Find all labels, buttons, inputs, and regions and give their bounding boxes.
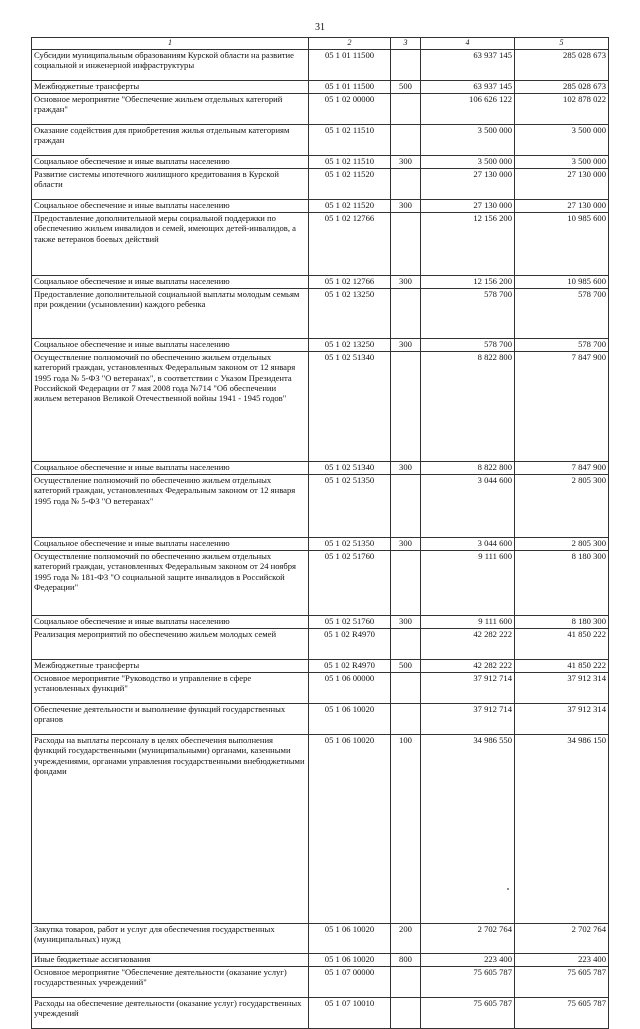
- column-header-amount-1: 4: [421, 38, 515, 50]
- table-row: [32, 352, 609, 462]
- column-header-amount-2: 5: [515, 38, 609, 50]
- row-amount-1-cell: 8 822 800: [421, 352, 515, 462]
- row-expense-type-cell: 500: [391, 81, 421, 94]
- row-amount-1-cell: 75 605 787: [421, 967, 515, 998]
- table-row: [32, 735, 609, 924]
- row-amount-2-cell: 27 130 000: [515, 200, 609, 213]
- row-amount-2-cell: 37 912 314: [515, 704, 609, 735]
- table-header-row: [32, 38, 609, 50]
- row-expense-type-cell: [391, 213, 421, 276]
- row-expense-type-cell: 300: [391, 200, 421, 213]
- table-row: [32, 81, 609, 94]
- row-expense-type-cell: [391, 125, 421, 156]
- row-expense-type-cell: 300: [391, 339, 421, 352]
- table-row: [32, 629, 609, 660]
- row-code-cell: 05 1 02 51340: [309, 352, 391, 462]
- row-expense-type-cell: [391, 998, 421, 1029]
- row-name-cell: Социальное обеспечение и иные выплаты населению: [32, 276, 309, 289]
- row-amount-1-cell: 223 400: [421, 954, 515, 967]
- row-name-cell: Предоставление дополнительной меры социальной поддержки по обеспечению жильем инвалидов и семей, имеющих детей-инвалидов, а также ветеранов боевых действий: [32, 213, 309, 276]
- table-row: [32, 462, 609, 475]
- table-row: [32, 50, 609, 81]
- row-amount-2-cell: 34 986 150: [515, 735, 609, 924]
- table-row: [32, 954, 609, 967]
- row-code-cell: 05 1 02 13250: [309, 289, 391, 339]
- row-name-cell: Предоставление дополнительной социальной выплаты молодым семьям при рождении (усыновлении) каждого ребенка: [32, 289, 309, 339]
- row-code-cell: 05 1 07 10010: [309, 998, 391, 1029]
- row-expense-type-cell: 300: [391, 276, 421, 289]
- row-name-cell: Оказание содействия для приобретения жилья отдельным категориям граждан: [32, 125, 309, 156]
- row-amount-2-cell: 223 400: [515, 954, 609, 967]
- row-amount-2-cell: 7 847 900: [515, 352, 609, 462]
- row-amount-2-cell: 75 605 787: [515, 967, 609, 998]
- row-amount-1-cell: 2 702 764: [421, 924, 515, 954]
- page-number: 31: [315, 22, 325, 33]
- row-expense-type-cell: 100: [391, 735, 421, 924]
- row-amount-2-cell: 578 700: [515, 339, 609, 352]
- row-amount-2-cell: 3 500 000: [515, 156, 609, 169]
- row-amount-1-cell: 3 044 600: [421, 475, 515, 538]
- row-expense-type-cell: 300: [391, 538, 421, 551]
- row-expense-type-cell: 300: [391, 462, 421, 475]
- table-row: [32, 156, 609, 169]
- row-code-cell: 05 1 02 11510: [309, 125, 391, 156]
- row-name-cell: Основное мероприятие "Руководство и управление в сфере установленных функций": [32, 673, 309, 704]
- row-code-cell: 05 1 06 10020: [309, 954, 391, 967]
- row-code-cell: 05 1 02 13250: [309, 339, 391, 352]
- row-amount-1-cell: 12 156 200: [421, 276, 515, 289]
- row-name-cell: Социальное обеспечение и иные выплаты населению: [32, 462, 309, 475]
- column-header-expense-type: 3: [391, 38, 421, 50]
- row-code-cell: 05 1 01 11500: [309, 50, 391, 81]
- table-row: [32, 551, 609, 616]
- row-code-cell: 05 1 07 00000: [309, 967, 391, 998]
- row-amount-1-cell: 578 700: [421, 339, 515, 352]
- row-amount-1-cell: 63 937 145: [421, 50, 515, 81]
- row-name-cell: Социальное обеспечение и иные выплаты населению: [32, 616, 309, 629]
- row-amount-2-cell: 8 180 300: [515, 551, 609, 616]
- row-expense-type-cell: [391, 704, 421, 735]
- row-amount-1-cell: 27 130 000: [421, 169, 515, 200]
- row-name-cell: Основное мероприятие "Обеспечение деятельности (оказание услуг) государственных учреждений": [32, 967, 309, 998]
- column-header-name: 1: [32, 38, 309, 50]
- table-row: [32, 924, 609, 954]
- row-expense-type-cell: 300: [391, 616, 421, 629]
- table-row: [32, 998, 609, 1029]
- row-amount-2-cell: 2 702 764: [515, 924, 609, 954]
- row-code-cell: 05 1 06 10020: [309, 704, 391, 735]
- row-name-cell: Субсидии муниципальным образованиям Курской области на развитие социальной и инженерной инфраструктуры: [32, 50, 309, 81]
- row-name-cell: Социальное обеспечение и иные выплаты населению: [32, 156, 309, 169]
- row-code-cell: 05 1 06 10020: [309, 924, 391, 954]
- row-code-cell: 05 1 02 51350: [309, 475, 391, 538]
- row-code-cell: 05 1 02 11510: [309, 156, 391, 169]
- row-name-cell: Осуществление полномочий по обеспечению жильем отдельных категорий граждан, установленных Федеральным законом от 12 января 1995 года № 5-ФЗ "О ветеранах": [32, 475, 309, 538]
- row-name-cell: Социальное обеспечение и иные выплаты населению: [32, 339, 309, 352]
- row-expense-type-cell: 300: [391, 156, 421, 169]
- row-code-cell: 05 1 02 11520: [309, 169, 391, 200]
- table-row: [32, 660, 609, 673]
- row-code-cell: 05 1 02 11520: [309, 200, 391, 213]
- row-amount-2-cell: 7 847 900: [515, 462, 609, 475]
- row-expense-type-cell: [391, 94, 421, 125]
- row-amount-2-cell: 2 805 300: [515, 538, 609, 551]
- table-row: [32, 673, 609, 704]
- row-amount-1-cell: 3 500 000: [421, 156, 515, 169]
- row-name-cell: Социальное обеспечение и иные выплаты населению: [32, 200, 309, 213]
- row-amount-2-cell: 41 850 222: [515, 629, 609, 660]
- row-amount-1-cell: 37 912 714: [421, 704, 515, 735]
- row-expense-type-cell: [391, 169, 421, 200]
- budget-table: [31, 37, 609, 1029]
- row-amount-2-cell: 285 028 673: [515, 50, 609, 81]
- row-code-cell: 05 1 02 51340: [309, 462, 391, 475]
- table-row: [32, 276, 609, 289]
- scan-mark: [507, 888, 509, 890]
- row-amount-1-cell: 3 044 600: [421, 538, 515, 551]
- row-expense-type-cell: 500: [391, 660, 421, 673]
- row-name-cell: Расходы на выплаты персоналу в целях обеспечения выполнения функций государственными (муниципальными) органами, казенными учреждениями, органами управления государственными внебюджетными фондами: [32, 735, 309, 924]
- row-name-cell: Расходы на обеспечение деятельности (оказание услуг) государственных учреждений: [32, 998, 309, 1029]
- row-expense-type-cell: 800: [391, 954, 421, 967]
- table-row: [32, 213, 609, 276]
- table-row: [32, 538, 609, 551]
- row-amount-1-cell: 9 111 600: [421, 616, 515, 629]
- row-amount-2-cell: 578 700: [515, 289, 609, 339]
- row-expense-type-cell: [391, 967, 421, 998]
- row-amount-1-cell: 37 912 714: [421, 673, 515, 704]
- row-amount-2-cell: 10 985 600: [515, 276, 609, 289]
- row-amount-2-cell: 10 985 600: [515, 213, 609, 276]
- table-row: [32, 616, 609, 629]
- row-name-cell: Осуществление полномочий по обеспечению жильем отдельных категорий граждан, установленных Федеральным законом от 24 ноября 1995 года № 181-ФЗ "О социальной защите инвалидов в Российской Федерации": [32, 551, 309, 616]
- row-expense-type-cell: 200: [391, 924, 421, 954]
- row-code-cell: 05 1 02 51760: [309, 616, 391, 629]
- row-name-cell: Социальное обеспечение и иные выплаты населению: [32, 538, 309, 551]
- row-amount-2-cell: 27 130 000: [515, 169, 609, 200]
- row-expense-type-cell: [391, 551, 421, 616]
- row-expense-type-cell: [391, 50, 421, 81]
- row-code-cell: 05 1 06 10020: [309, 735, 391, 924]
- table-row: [32, 704, 609, 735]
- row-amount-2-cell: 8 180 300: [515, 616, 609, 629]
- row-code-cell: 05 1 02 51350: [309, 538, 391, 551]
- row-amount-2-cell: 102 878 022: [515, 94, 609, 125]
- row-name-cell: Обеспечение деятельности и выполнение функций государственных органов: [32, 704, 309, 735]
- row-name-cell: Иные бюджетные ассигнования: [32, 954, 309, 967]
- row-code-cell: 05 1 02 R4970: [309, 660, 391, 673]
- row-amount-1-cell: 42 282 222: [421, 660, 515, 673]
- row-name-cell: Межбюджетные трансферты: [32, 81, 309, 94]
- row-code-cell: 05 1 02 12766: [309, 213, 391, 276]
- row-amount-1-cell: 9 111 600: [421, 551, 515, 616]
- table-row: [32, 200, 609, 213]
- row-expense-type-cell: [391, 673, 421, 704]
- row-code-cell: 05 1 02 00000: [309, 94, 391, 125]
- row-code-cell: 05 1 02 R4970: [309, 629, 391, 660]
- row-amount-2-cell: 2 805 300: [515, 475, 609, 538]
- row-code-cell: 05 1 01 11500: [309, 81, 391, 94]
- table-row: [32, 94, 609, 125]
- row-amount-1-cell: 63 937 145: [421, 81, 515, 94]
- row-amount-2-cell: 37 912 314: [515, 673, 609, 704]
- row-amount-1-cell: 27 130 000: [421, 200, 515, 213]
- row-code-cell: 05 1 02 12766: [309, 276, 391, 289]
- row-expense-type-cell: [391, 629, 421, 660]
- row-amount-1-cell: 34 986 550: [421, 735, 515, 924]
- table-row: [32, 289, 609, 339]
- row-amount-1-cell: 3 500 000: [421, 125, 515, 156]
- row-amount-1-cell: 12 156 200: [421, 213, 515, 276]
- row-amount-2-cell: 3 500 000: [515, 125, 609, 156]
- table-row: [32, 967, 609, 998]
- row-code-cell: 05 1 06 00000: [309, 673, 391, 704]
- row-amount-1-cell: 42 282 222: [421, 629, 515, 660]
- row-name-cell: Реализация мероприятий по обеспечению жильем молодых семей: [32, 629, 309, 660]
- row-expense-type-cell: [391, 352, 421, 462]
- row-amount-2-cell: 285 028 673: [515, 81, 609, 94]
- table-row: [32, 339, 609, 352]
- row-expense-type-cell: [391, 289, 421, 339]
- column-header-code: 2: [309, 38, 391, 50]
- table-row: [32, 475, 609, 538]
- table-row: [32, 169, 609, 200]
- row-amount-2-cell: 75 605 787: [515, 998, 609, 1029]
- row-amount-1-cell: 75 605 787: [421, 998, 515, 1029]
- row-name-cell: Осуществление полномочий по обеспечению жильем отдельных категорий граждан, установленных Федеральным законом от 12 января 1995 года № 5-ФЗ "О ветеранах", в соответствии с Указом Президента Российской Федерации от 7 мая 2008 года №714 "Об обеспечении жильем ветеранов Великой Отечественной войны 1941 - 1945 годов": [32, 352, 309, 462]
- row-amount-1-cell: 578 700: [421, 289, 515, 339]
- table-row: [32, 125, 609, 156]
- row-expense-type-cell: [391, 475, 421, 538]
- row-amount-1-cell: 106 626 122: [421, 94, 515, 125]
- row-amount-1-cell: 8 822 800: [421, 462, 515, 475]
- row-code-cell: 05 1 02 51760: [309, 551, 391, 616]
- row-amount-2-cell: 41 850 222: [515, 660, 609, 673]
- row-name-cell: Закупка товаров, работ и услуг для обеспечения государственных (муниципальных) нужд: [32, 924, 309, 954]
- row-name-cell: Развитие системы ипотечного жилищного кредитования в Курской области: [32, 169, 309, 200]
- row-name-cell: Межбюджетные трансферты: [32, 660, 309, 673]
- row-name-cell: Основное мероприятие "Обеспечение жильем отдельных категорий граждан": [32, 94, 309, 125]
